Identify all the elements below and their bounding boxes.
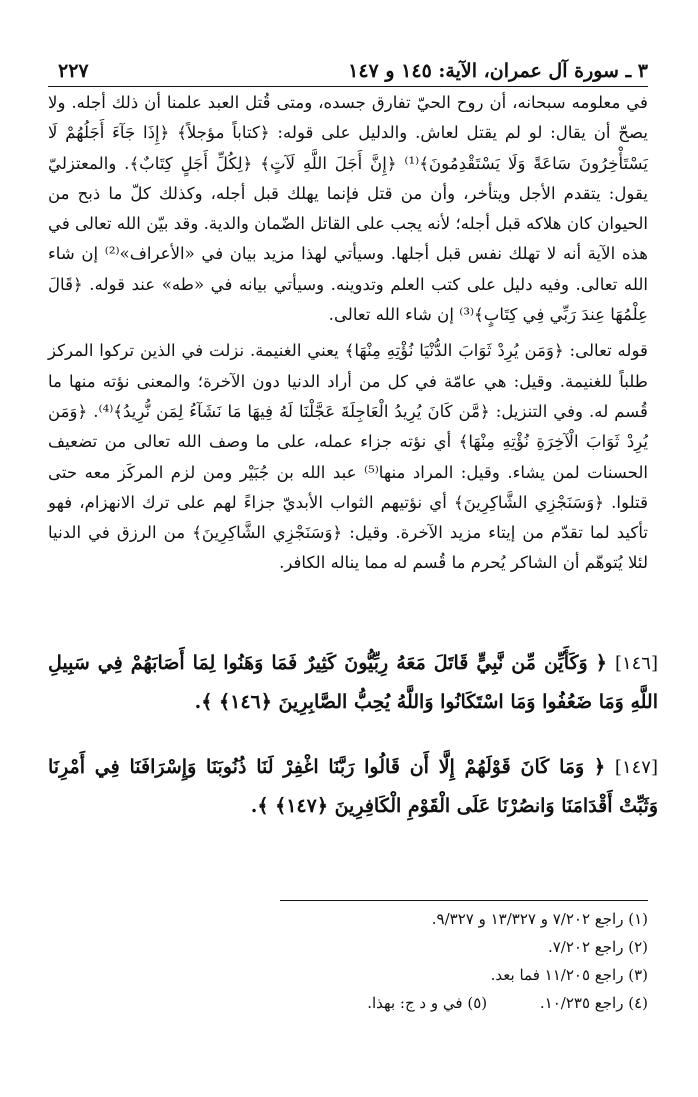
page-header xyxy=(58,48,648,82)
footnote-4: (٤) راجع ١٠/٢٣٥. xyxy=(539,994,648,1012)
footnote-2: (٢) راجع ٧/٢٠٢. xyxy=(547,938,648,956)
footnote-5: (٥) في و د ج: بهذا. xyxy=(367,994,488,1012)
verse-146 xyxy=(48,644,658,721)
commentary-paragraph-1: في معلومه سبحانه، أن روح الحيّ تفارق جسده، ومتى قُتل العبد علمنا أن ذلك أجله. ولا يصحّ أن يقال: لو لم يقتل لعاش. والدليل على قوله: ﴿كتاباً مؤجلاً﴾ ﴿إِذَا جَآءَ أَجَلُهُمْ لَا يَسْتَأْخِرُونَ سَاعَةً وَلَا يَسْتَقْدِمُونَ﴾⁽¹⁾ ﴿إِنَّ أَجَلَ اللَّهِ لَآتٍ﴾ ﴿لِكُلِّ أَجَلٍ كِتَابٌ﴾. والمعتزليّ يقول: يتقدم الأجل ويتأخر، وأن من قتل فإنما يهلك قبل أجله، وكذلك كلّ ما ذبح من الحيوان كان هلاكه قبل أجله؛ لأنه يجب على القاتل الضّمان والدية. وقد بيّن الله تعالى في هذه الآية أنه لا تهلك نفس قبل أجلها. وسيأتي لهذا مزيد بيان في «الأعراف»⁽²⁾ إن شاء الله تعالى. وفيه دليل على كتب العلم وتدوينه. وسيأتي بيانه في «طه» عند قوله. ﴿قَالَ عِلْمُهَا عِندَ رَبِّي فِي كِتَابٍ﴾⁽³⁾ إن شاء الله تعالى. xyxy=(47,93,648,325)
verse-number: [١٤٦] xyxy=(614,653,659,674)
verse-number: [١٤٧] xyxy=(614,757,658,778)
verse-147 xyxy=(48,748,658,825)
verse-text: ﴿ وَكَأَيِّن مِّن نَّبِيٍّ قَاتَلَ مَعَهُ رِبِّيُّونَ كَثِيرٌ فَمَا وَهَنُوا لِمَا أَصَابَهُمْ فِي سَبِيلِ اللَّهِ وَمَا ضَعُفُوا وَمَا اسْتَكَانُوا وَاللَّهُ يُحِبُّ الصَّابِرِينَ ﴿١٤٦﴾ ﴾. xyxy=(48,652,658,713)
commentary-text xyxy=(48,88,648,579)
header-divider xyxy=(48,86,648,87)
footnote-row-4-5 xyxy=(180,989,648,1017)
footnotes xyxy=(180,905,648,1017)
footnote-3: (٣) راجع ١١/٢٠٥ فما بعد. xyxy=(490,966,648,984)
footnote-divider xyxy=(280,900,648,901)
commentary-paragraph-2: قوله تعالى: ﴿وَمَن يُرِدْ ثَوَابَ الدُّنْيَا نُؤْتِهِ مِنْهَا﴾ يعني الغنيمة. نزلت في الذين تركوا المركز طلباً للغنيمة. وقيل: هي عامّة في كل من أراد الدنيا دون الآخرة؛ والمعنى نؤته منها ما قُسم له. وفي التنزيل: ﴿مَّن كَانَ يُرِيدُ الْعَاجِلَةَ عَجَّلْنَا لَهُ فِيهَا مَا نَشَآءُ لِمَن نُّرِيدُ﴾⁽⁴⁾. ﴿وَمَن يُرِدْ ثَوَابَ الْآخِرَةِ نُؤْتِهِ مِنْهَا﴾ أي نؤته جزاء عمله، على ما وصف الله تعالى من تضعيف الحسنات لمن يشاء. وقيل: المراد منها⁽⁵⁾ عبد الله بن جُبَيْر ومن لزم المركَز معه حتى قتلوا. ﴿وَسَنَجْزِي الشَّاكِرِينَ﴾ أي نؤتيهم الثواب الأبديّ جزاءً لهم على ترك الانهزام، فهو تأكيد لما تقدّم من إيتاء مزيد الآخرة. وقيل: ﴿وَسَنَجْزِي الشَّاكِرِينَ﴾ من الرزق في الدنيا لئلا يُتوهّم أن الشاكر يُحرم ما قُسم له مما يناله الكافر. xyxy=(48,341,649,573)
running-title: ٣ ـ سورة آل عمران، الآية: ١٤٥ و ١٤٧ xyxy=(348,60,648,82)
footnote-1: (١) راجع ٧/٢٠٢ و ١٣/٣٢٧ و ٩/٣٢٧. xyxy=(431,910,648,928)
verse-text: ﴿ وَمَا كَانَ قَوْلَهُمْ إِلَّا أَن قَالُوا رَبَّنَا اغْفِرْ لَنَا ذُنُوبَنَا وَإِسْرَافَنَا فِي أَمْرِنَا وَثَبِّتْ أَقْدَامَنَا وَانصُرْنَا عَلَى الْقَوْمِ الْكَافِرِينَ ﴿١٤٧﴾ ﴾. xyxy=(48,756,658,817)
page-number: ٢٢٧ xyxy=(58,60,89,82)
